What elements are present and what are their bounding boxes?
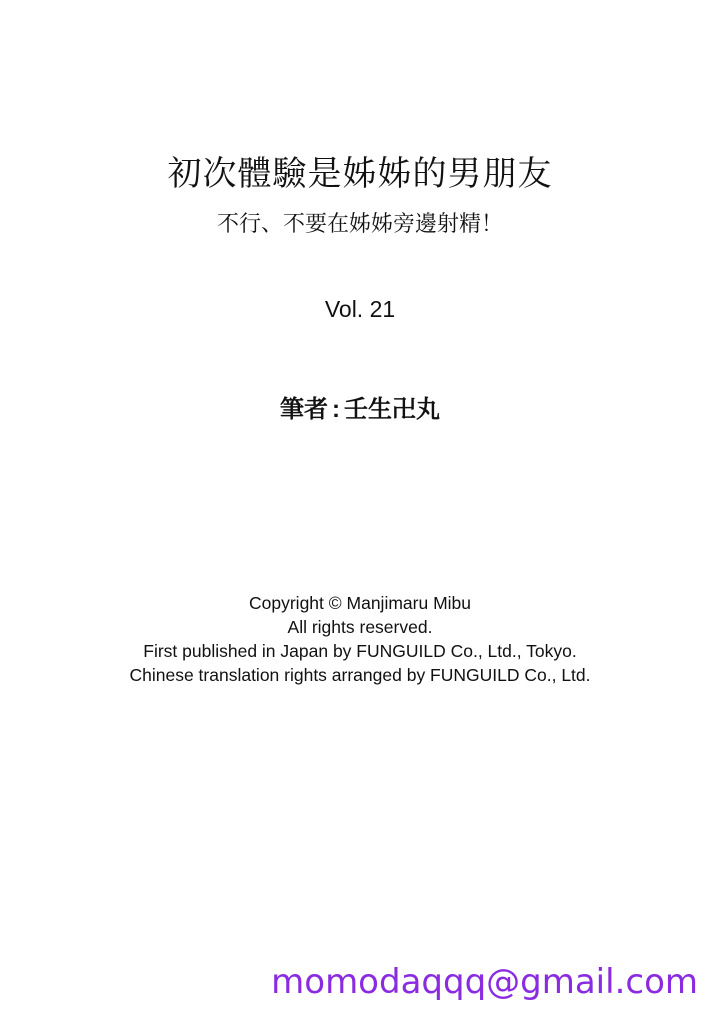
author-separator: : [332,396,340,423]
author-name: 壬生卍丸 [344,396,440,423]
publication-line: First published in Japan by FUNGUILD Co., Ltd., Tokyo. [143,641,577,661]
author-label: 筆者 [280,396,328,423]
author-line [0,392,720,428]
copyright-block [0,591,720,687]
book-subtitle: 不行、不要在姊姊旁邊射精！ [216,211,503,236]
translation-rights-line: Chinese translation rights arranged by FUNGUILD Co., Ltd. [129,665,591,685]
watermark-email: momodaqqq@gmail.com [271,962,698,1002]
book-title: 初次體驗是姊姊的男朋友 [167,155,553,193]
copyright-line: Copyright © Manjimaru Mibu [249,593,471,613]
rights-line: All rights reserved. [287,617,433,637]
volume-number: Vol. 21 [324,296,396,322]
